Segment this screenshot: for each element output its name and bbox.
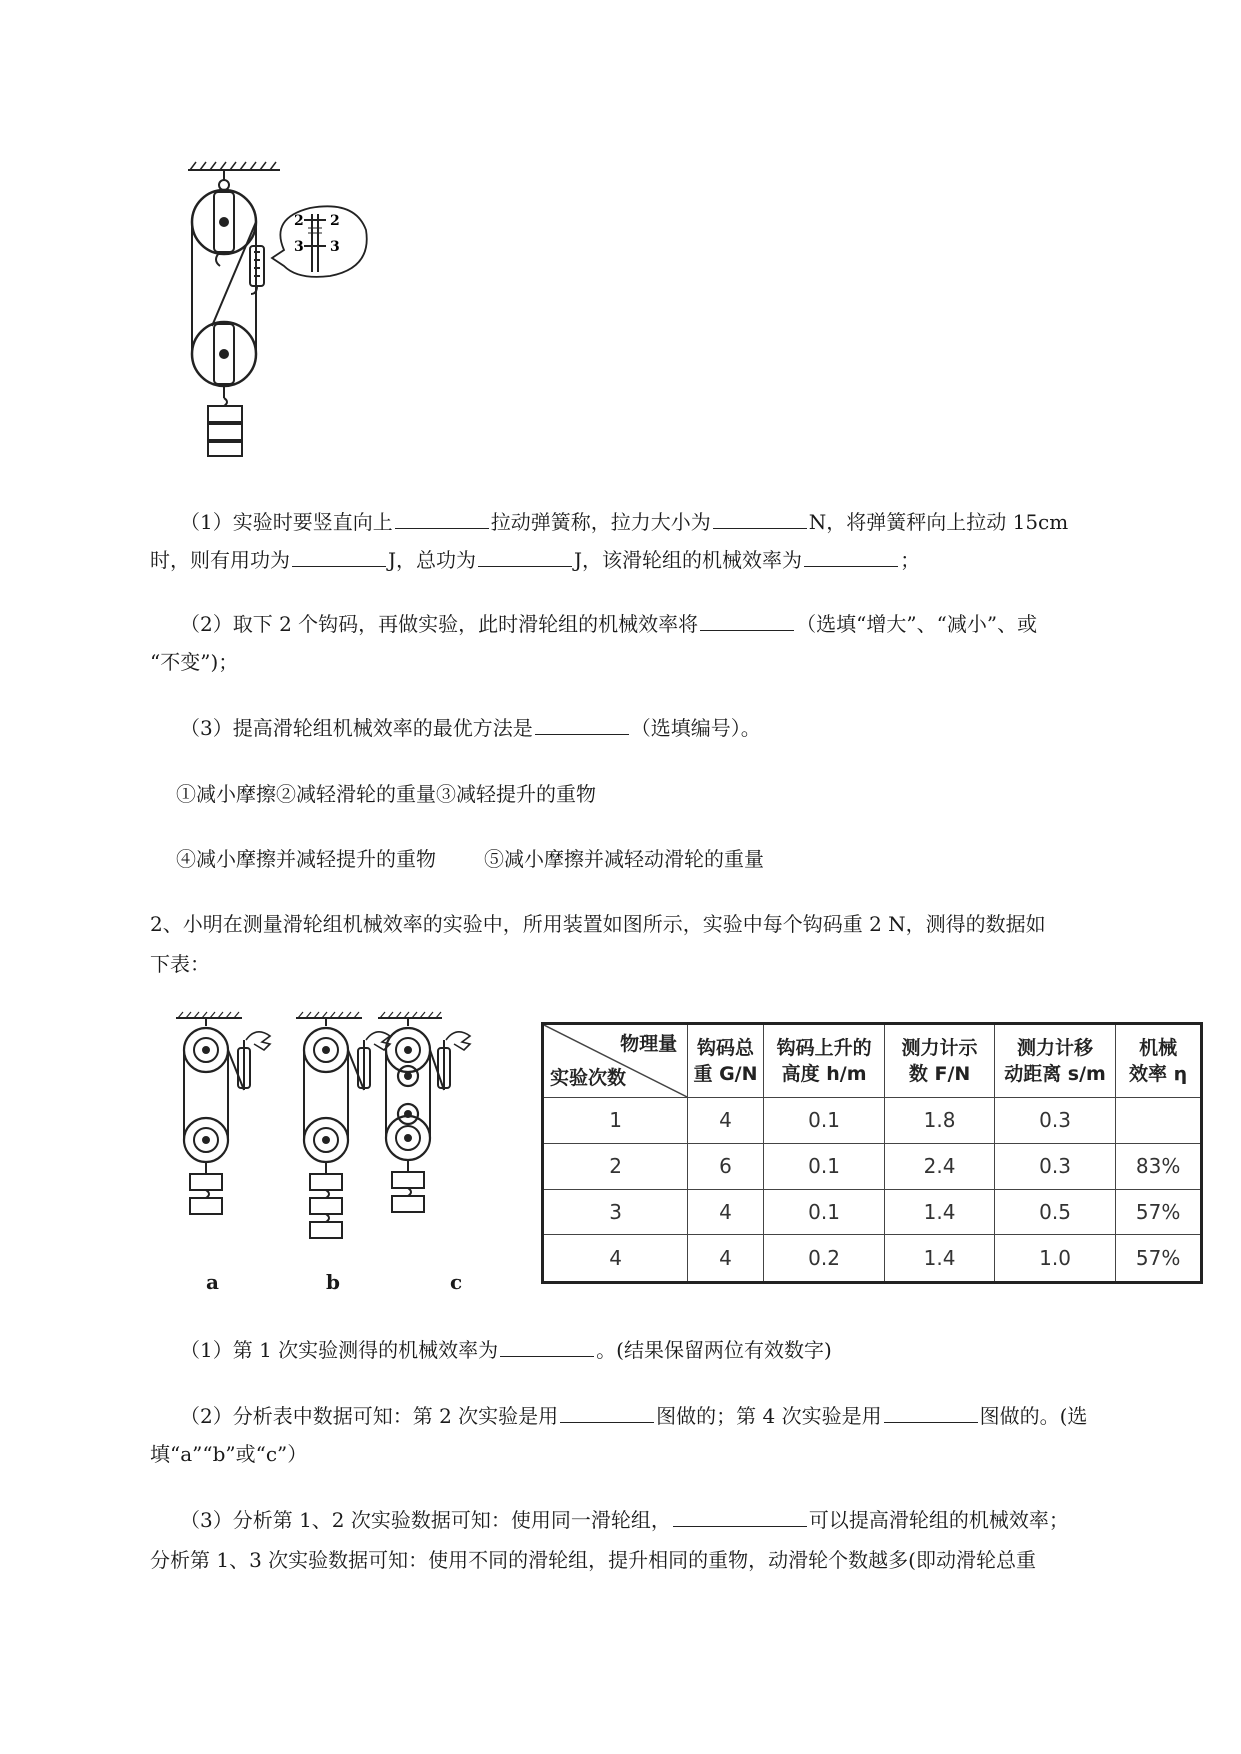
text: 效率 η (1129, 1063, 1188, 1085)
q1-line-2 (150, 546, 1150, 574)
table-cell: 1.0 (994, 1235, 1115, 1283)
table-cell: 1 (543, 1098, 688, 1144)
pulley-figure-1 (180, 158, 380, 458)
answer-blank[interactable] (560, 1402, 654, 1423)
answer-blank[interactable] (673, 1506, 807, 1527)
s2-q2-line-2 (150, 1440, 1150, 1468)
table-cell: 83% (1116, 1143, 1202, 1189)
text: （1）实验时要竖直向上 (180, 510, 393, 534)
text: （3）分析第 1、2 次实验数据可知：使用同一滑轮组， (180, 1508, 671, 1532)
table-cell: 0.1 (763, 1143, 884, 1189)
option-4: ④减小摩擦并减轻提升的重物 (176, 847, 436, 871)
answer-blank[interactable] (804, 546, 898, 567)
header-quantity: 物理量 (620, 1033, 678, 1055)
answer-blank[interactable] (395, 508, 489, 529)
scale-mark-3-right: 3 (330, 239, 340, 255)
text: 重 G/N (693, 1063, 758, 1085)
text: 2、小明在测量滑轮组机械效率的实验中，所用装置如图所示，实验中每个钩码重 2 N，测得的数据如 (150, 912, 1046, 936)
text: 图做的；第 4 次实验是用 (656, 1404, 882, 1428)
text: （2）取下 2 个钩码，再做实验，此时滑轮组的机械效率将 (180, 612, 699, 636)
table-cell: 2.4 (885, 1143, 995, 1189)
table-cell: 2 (543, 1143, 688, 1189)
option-5: ⑤减小摩擦并减轻动滑轮的重量 (484, 847, 764, 871)
header-efficiency (1116, 1024, 1202, 1098)
q3-line (180, 714, 1180, 742)
text: “不变”)； (150, 650, 239, 674)
scale-mark-2-left: 2 (294, 213, 304, 229)
text: 下表： (150, 952, 210, 976)
text: 动距离 s/m (1004, 1063, 1106, 1085)
text: 钩码上升的 (776, 1037, 872, 1059)
table-cell: 4 (688, 1189, 764, 1235)
text: ； (900, 548, 921, 572)
options-line-1 (176, 780, 1176, 808)
fig-label-c: c (450, 1270, 463, 1294)
scale-mark-2-right: 2 (330, 213, 340, 229)
q2-line-1 (180, 610, 1180, 638)
table-cell: 57% (1116, 1189, 1202, 1235)
q1-line-1 (180, 508, 1180, 536)
header-height (763, 1024, 884, 1098)
table-cell: 1.4 (885, 1189, 995, 1235)
text: 可以提高滑轮组的机械效率； (808, 1508, 1069, 1532)
text: 图做的。(选 (979, 1404, 1088, 1428)
table-cell (1116, 1098, 1202, 1144)
text: 测力计示 (901, 1037, 978, 1059)
text: 时，则有用功为 (150, 548, 290, 572)
answer-blank[interactable] (884, 1402, 978, 1423)
header-weight (688, 1024, 764, 1098)
fig-label-b: b (326, 1270, 340, 1294)
text: 。(结果保留两位有效数字) (596, 1338, 832, 1362)
text: 拉动弹簧称，拉力大小为 (490, 510, 711, 534)
table-row (543, 1143, 1202, 1189)
table-cell: 4 (688, 1098, 764, 1144)
fig-label-a: a (206, 1270, 219, 1294)
text: （选填“增大”、“减小”、或 (796, 612, 1038, 636)
table-cell: 4 (688, 1235, 764, 1283)
header-diagonal-cell (543, 1024, 688, 1098)
table-cell: 4 (543, 1235, 688, 1283)
section2-intro-1 (150, 910, 1150, 938)
header-trial: 实验次数 (550, 1067, 627, 1089)
table-cell: 0.3 (994, 1098, 1115, 1144)
answer-blank[interactable] (500, 1336, 594, 1357)
header-distance (994, 1024, 1115, 1098)
text: 钩码总 (696, 1037, 754, 1059)
table-cell: 57% (1116, 1235, 1202, 1283)
answer-blank[interactable] (535, 714, 629, 735)
answer-blank[interactable] (713, 508, 807, 529)
text: （1）第 1 次实验测得的机械效率为 (180, 1338, 499, 1362)
text: 填“a”“b”或“c”） (150, 1442, 308, 1466)
table-row (543, 1098, 1202, 1144)
table-row (543, 1189, 1202, 1235)
text: 分析第 1、3 次实验数据可知：使用不同的滑轮组，提升相同的重物，动滑轮个数越多(即动滑轮总重 (150, 1548, 1036, 1572)
data-table (541, 1022, 1203, 1284)
header-force (885, 1024, 995, 1098)
answer-blank[interactable] (478, 546, 572, 567)
text: ①减小摩擦②减轻滑轮的重量③减轻提升的重物 (176, 782, 596, 806)
text: 机械 (1139, 1037, 1178, 1059)
s2-q1-line (180, 1336, 1180, 1364)
q2-line-2 (150, 648, 1150, 676)
text: J，该滑轮组的机械效率为 (574, 548, 803, 572)
text: （2）分析表中数据可知：第 2 次实验是用 (180, 1404, 559, 1428)
s2-q2-line-1 (180, 1402, 1180, 1430)
table-cell: 1.8 (885, 1098, 995, 1144)
answer-blank[interactable] (292, 546, 386, 567)
text: （选填编号）。 (630, 716, 761, 740)
table-cell: 0.5 (994, 1189, 1115, 1235)
s2-q3-line-1 (180, 1506, 1180, 1534)
text: 测力计移 (1017, 1037, 1094, 1059)
table-cell: 0.1 (763, 1189, 884, 1235)
text: （3）提高滑轮组机械效率的最优方法是 (180, 716, 533, 740)
answer-blank[interactable] (700, 610, 794, 631)
section2-intro-2 (150, 950, 1150, 978)
table-cell: 6 (688, 1143, 764, 1189)
table-cell: 0.3 (994, 1143, 1115, 1189)
text: 高度 h/m (781, 1063, 867, 1085)
text: J，总功为 (388, 548, 477, 572)
scale-mark-3-left: 3 (294, 239, 304, 255)
table-cell: 0.2 (763, 1235, 884, 1283)
table-row (543, 1235, 1202, 1283)
table-cell: 1.4 (885, 1235, 995, 1283)
text: N，将弹簧秤向上拉动 15cm (808, 510, 1069, 534)
s2-q3-line-2 (150, 1546, 1150, 1574)
table-cell: 0.1 (763, 1098, 884, 1144)
options-line-2 (176, 845, 1176, 873)
table-header-row (543, 1024, 1202, 1098)
text: 数 F/N (908, 1063, 971, 1085)
pulley-figures-abc (172, 1010, 532, 1270)
table-cell: 3 (543, 1189, 688, 1235)
